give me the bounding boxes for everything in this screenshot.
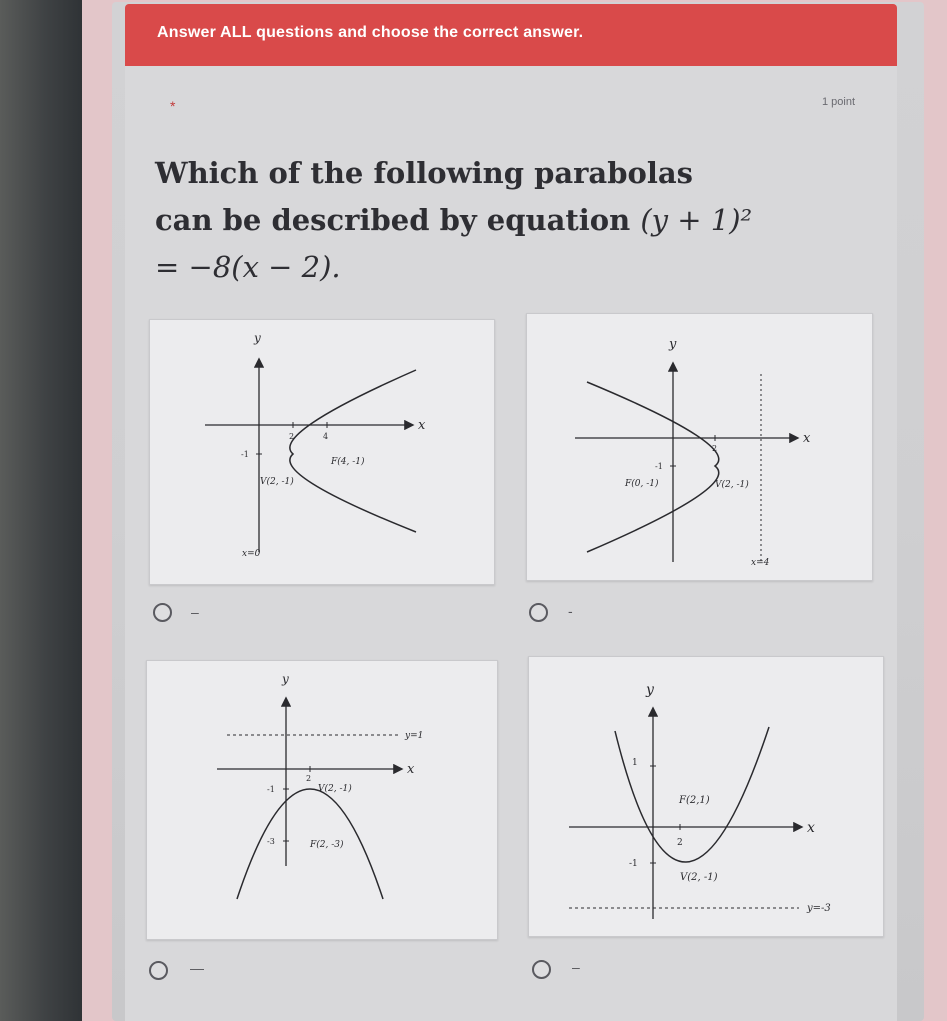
axis-label-x: x <box>803 431 811 446</box>
points-label: 1 point <box>822 96 856 108</box>
question-text <box>155 150 755 291</box>
focus-label: F(2, -3) <box>310 840 344 850</box>
device-bezel <box>0 0 82 1021</box>
section-title: Answer ALL questions and choose the correct answer. <box>157 24 584 41</box>
option-2-label[interactable]: - <box>568 603 573 619</box>
option-3-radio[interactable] <box>149 961 168 980</box>
directrix-label: x=0 <box>242 549 261 559</box>
option-3-label[interactable]: — <box>190 960 204 976</box>
vertex-label: V(2, -1) <box>260 477 294 487</box>
tick-label-neg1: -1 <box>241 450 249 459</box>
question-equation: (y + 1)² = −8(x − 2). <box>155 203 753 284</box>
option-3-graph-svg <box>147 661 497 939</box>
option-4-label[interactable]: – <box>572 959 580 975</box>
parabola-curve <box>290 370 416 532</box>
axis-label-y: y <box>282 672 289 686</box>
tick-label-2: 2 <box>306 774 312 783</box>
axis-label-x: x <box>418 418 426 433</box>
tick-label-2: 2 <box>712 444 718 453</box>
option-1-label[interactable]: – <box>191 604 199 620</box>
option-2-graph-svg <box>527 314 872 580</box>
directrix-label: y=1 <box>405 731 424 741</box>
question-prompt: Which of the following parabolas can be described by equation <box>155 156 693 237</box>
focus-label: F(4, -1) <box>331 457 365 467</box>
axis-label-y: y <box>254 331 261 345</box>
option-1-radio[interactable] <box>153 603 172 622</box>
tick-label-neg1: -1 <box>267 785 275 794</box>
parabola-curve <box>587 382 719 552</box>
tick-label-neg3: -3 <box>267 837 275 846</box>
option-1-graph-svg <box>150 320 494 584</box>
tick-label-2: 2 <box>677 838 683 848</box>
axis-label-y: y <box>646 682 654 698</box>
required-asterisk: * <box>170 98 176 114</box>
option-4-graph[interactable] <box>528 656 884 937</box>
tick-label-4: 4 <box>323 432 329 441</box>
axis-label-x: x <box>407 762 415 777</box>
option-1-graph[interactable] <box>149 319 495 585</box>
option-4-radio[interactable] <box>532 960 551 979</box>
focus-label: F(2,1) <box>679 795 710 806</box>
axis-label-x: x <box>807 820 815 836</box>
vertex-label: V(2, -1) <box>680 872 718 883</box>
tick-label-neg1: -1 <box>629 859 638 869</box>
focus-label: F(0, -1) <box>625 479 659 489</box>
option-4-graph-svg <box>529 657 883 936</box>
section-header <box>125 4 897 66</box>
option-2-radio[interactable] <box>529 603 548 622</box>
option-2-graph[interactable] <box>526 313 873 581</box>
tick-label-2: 2 <box>289 432 295 441</box>
directrix-label: x=4 <box>751 558 770 568</box>
axis-label-y: y <box>669 337 677 352</box>
option-3-graph[interactable] <box>146 660 498 940</box>
tick-label-1: 1 <box>632 758 638 768</box>
vertex-label: V(2, -1) <box>715 480 749 490</box>
vertex-label: V(2, -1) <box>318 784 352 794</box>
tick-label-neg1: -1 <box>655 462 663 471</box>
directrix-label: y=-3 <box>807 903 831 914</box>
